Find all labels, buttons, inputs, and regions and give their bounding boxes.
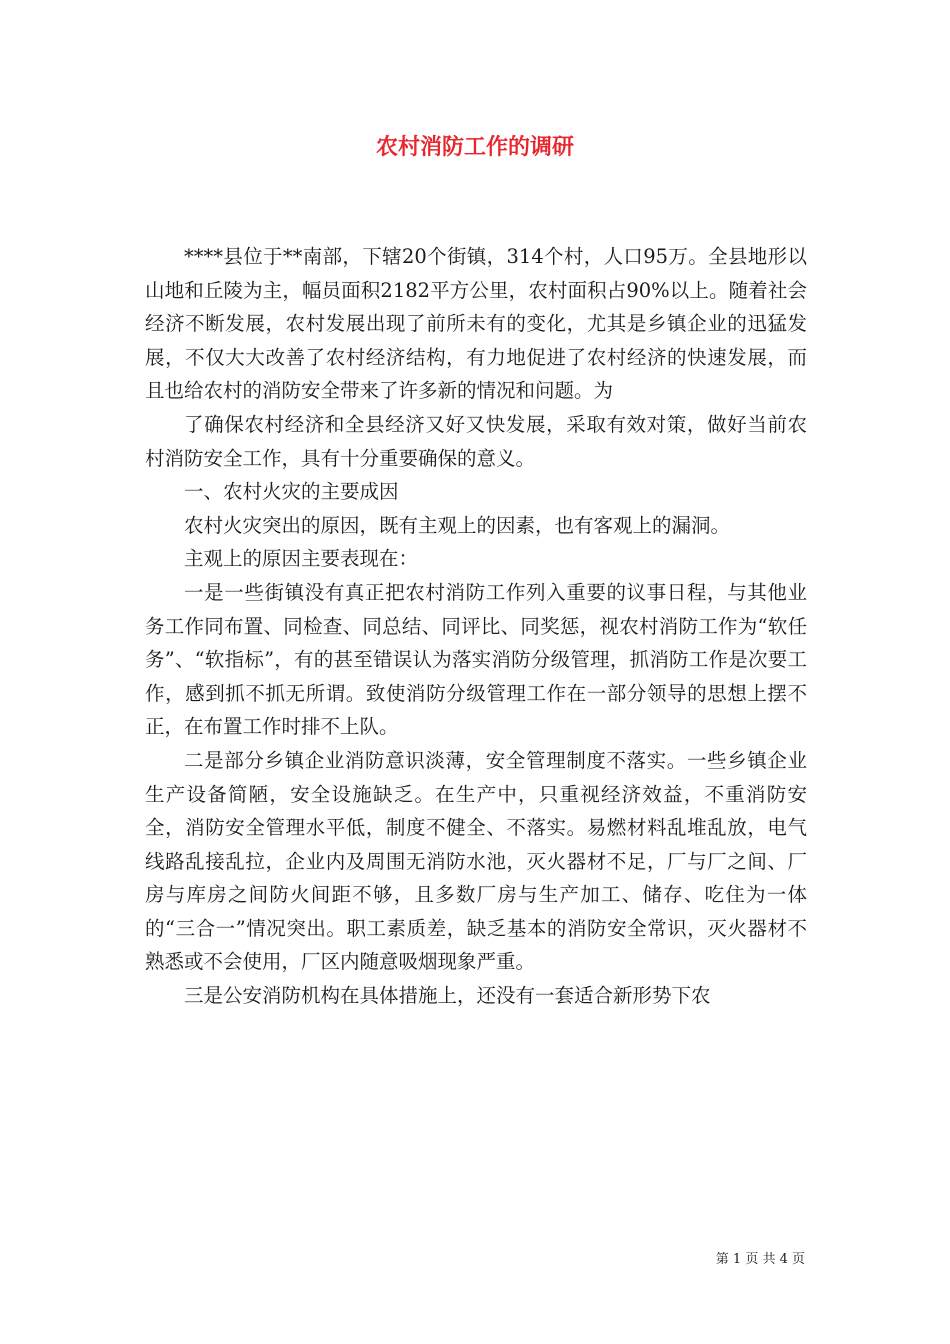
paragraph-causes-summary: 农村火灾突出的原因，既有主观上的因素，也有客观上的漏洞。 — [184, 513, 731, 537]
paragraph-purpose: 了确保农村经济和全县经济又好又快发展，采取有效对策，做好当前农村消防安全工作，具有十分重要确保的意义。 — [145, 412, 807, 470]
paragraph-point-one: 一是一些街镇没有真正把农村消防工作列入重要的议事日程，与其他业务工作同布置、同检查、同总结、同评比、同奖惩，视农村消防工作为“软任务”、“软指标”，有的甚至错误认为落实消防分级管理，抓消防工作是次要工作，感到抓不抓无所谓。致使消防分级管理工作在一部分领导的思想上摆不正，在布置工作时排不上队。 — [145, 580, 807, 739]
document-body — [145, 240, 807, 1013]
page-title: 农村消防工作的调研 — [375, 134, 574, 160]
page-number-footer: 第 1 页 共 4 页 — [715, 1252, 805, 1267]
paragraph-intro: ****县位于**南部，下辖20个街镇，314个村，人口95万。全县地形以山地和丘陵为主，幅员面积2182平方公里，农村面积占90%以上。随着社会经济不断发展，农村发展出现了前所未有的变化，尤其是乡镇企业的迅猛发展，不仅大大改善了农村经济结构，有力地促进了农村经济的快速发展，而且也给农村的消防安全带来了许多新的情况和问题。为 — [145, 245, 807, 403]
paragraph-point-two: 二是部分乡镇企业消防意识淡薄，安全管理制度不落实。一些乡镇企业生产设备简陋，安全设施缺乏。在生产中，只重视经济效益，不重消防安全，消防安全管理水平低，制度不健全、不落实。易燃材料乱堆乱放，电气线路乱接乱拉，企业内及周围无消防水池，灭火器材不足，厂与厂之间、厂房与库房之间防火间距不够，且多数厂房与生产加工、储存、吃住为一体的“三合一”情况突出。职工素质差，缺乏基本的消防安全常识，灭火器材不熟悉或不会使用，厂区内随意吸烟现象严重。 — [145, 748, 807, 974]
section-heading-causes: 一、农村火灾的主要成因 — [184, 480, 399, 504]
paragraph-subjective-intro: 主观上的原因主要表现在： — [184, 547, 419, 571]
paragraph-point-three: 三是公安消防机构在具体措施上，还没有一套适合新形势下农 — [184, 984, 711, 1008]
